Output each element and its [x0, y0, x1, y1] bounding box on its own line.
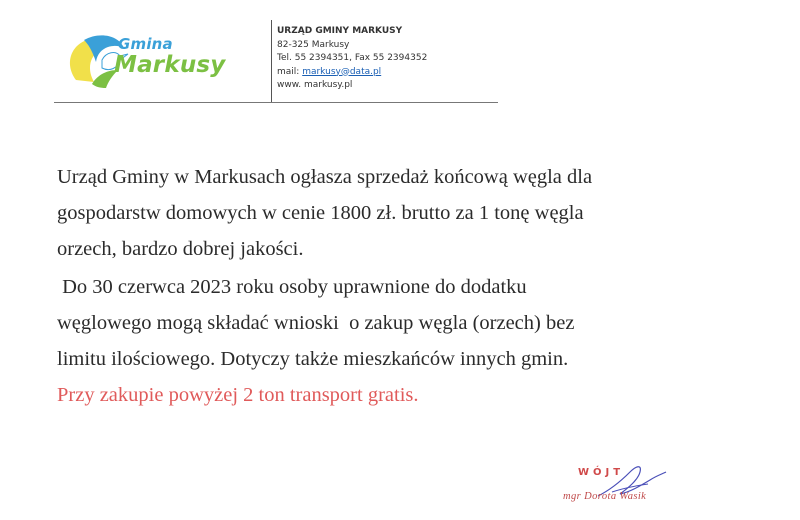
- phone-fax: Tel. 55 2394351, Fax 55 2394352: [277, 53, 428, 63]
- announcement-paragraph-1: [57, 159, 757, 267]
- text-line: Do 30 czerwca 2023 roku osoby uprawnione do dodatku: [57, 276, 527, 298]
- mail-label: mail:: [277, 66, 300, 77]
- wojt-title: WÓJT: [578, 467, 625, 478]
- text-line: limitu ilościowego. Dotyczy także mieszkańców innych gmin.: [57, 348, 569, 370]
- header-vertical-divider: [271, 20, 272, 102]
- text-line: gospodarstw domowych w cenie 1800 zł. brutto za 1 tonę węgla: [57, 202, 584, 224]
- office-name: URZĄD GMINY MARKUSY: [277, 26, 403, 36]
- website: www. markusy.pl: [277, 80, 353, 90]
- text-line: orzech, bardzo dobrej jakości.: [57, 238, 304, 260]
- text-line: Urząd Gminy w Markusach ogłasza sprzedaż końcową węgla dla: [57, 166, 593, 188]
- contact-block: [277, 25, 427, 93]
- header-horizontal-divider: [54, 102, 498, 103]
- mail-link[interactable]: markusy@data.pl: [302, 66, 382, 77]
- postal-address: 82-325 Markusy: [277, 39, 350, 50]
- logo-text-gmina: Gmina: [118, 35, 173, 53]
- text-line: węglowego mogą składać wnioski o zakup węgla (orzech) bez: [57, 312, 575, 334]
- logo-text-markusy: Markusy: [114, 52, 226, 78]
- transport-note: Przy zakupie powyżej 2 ton transport gratis.: [57, 384, 419, 406]
- mail-row: [277, 66, 427, 80]
- signatory-name: mgr Dorota Wasik: [563, 491, 647, 502]
- announcement-paragraph-2: [57, 269, 757, 377]
